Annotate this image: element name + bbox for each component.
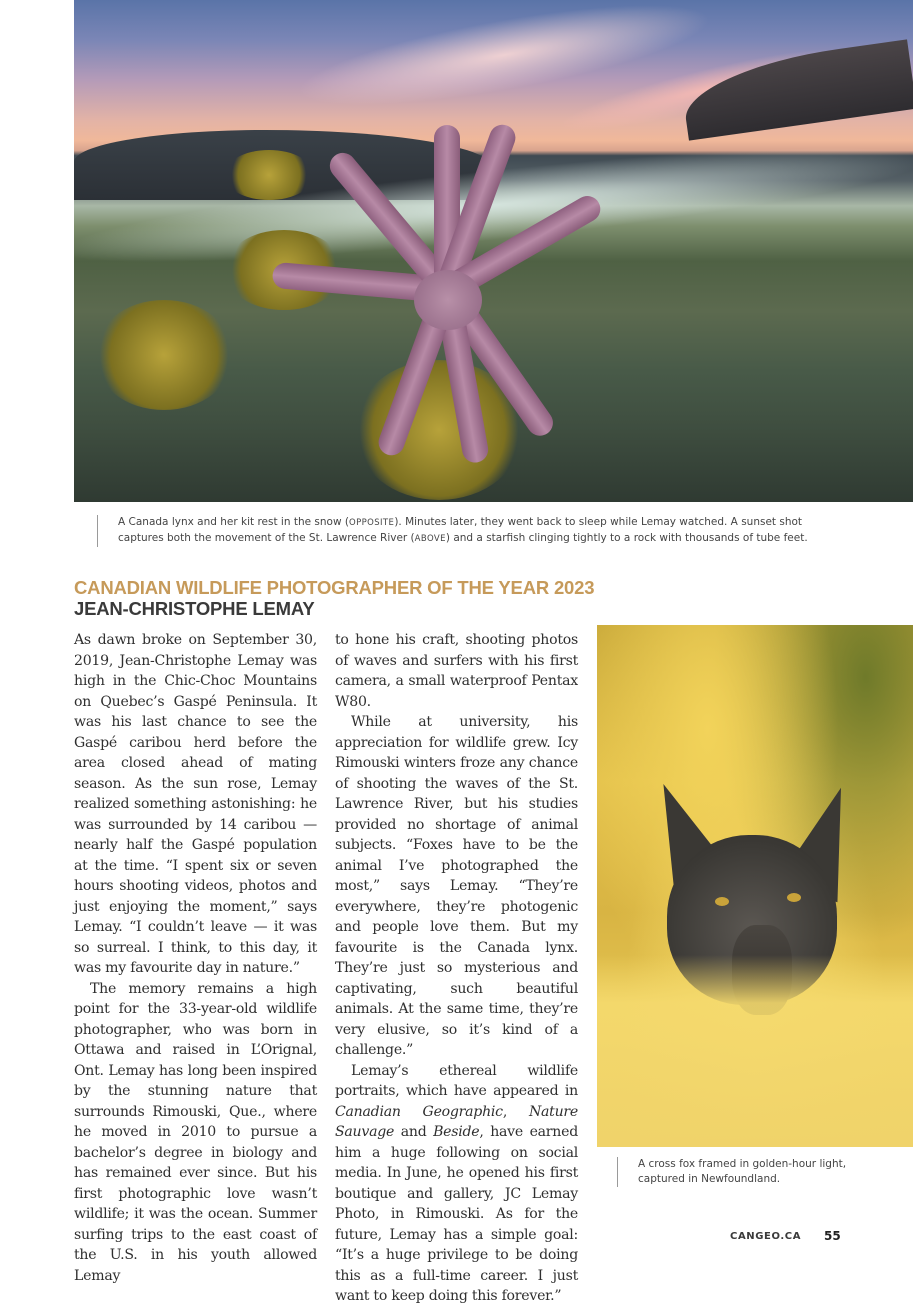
article-paragraph: As dawn broke on September 30, 2019, Jean-Christophe Lemay was high in the Chic-Choc Mountains on Quebec’s Gaspé Peninsula. It was his last chance to see the Gaspé caribou herd before the area closed ahead of mating season. As the sun rose, Lemay realized something astonishing: he was surrounded by 14 caribou — nearly half the Gaspé population at the time. “I spent six or seven hours shooting videos, photos and just enjoying the moment,” says Lemay. “I couldn’t leave — it was so surreal. I think, to this day, it was my favourite day in nature.”: [74, 632, 317, 976]
fox-eye: [787, 893, 801, 902]
publication-name: Canadian Geographic: [335, 1103, 503, 1120]
footer-website[interactable]: CANGEO.CA: [730, 1231, 802, 1242]
article-paragraph: While at university, his appreciation for wildlife grew. Icy Rimouski winters froze any chance of shooting the waves of the St. Lawrence River, but his studies provided no shortage of animal subjects. “Foxes have to be the animal I’ve photographed the most,” says Lemay. “They’re everywhere, they’re photogenic and people love them. But my favourite is the Canada lynx. They’re just so mysterious and captivating, such beautiful animals. At the same time, they’re very elusive, so it’s kind of a challenge.”: [335, 714, 578, 1058]
article-paragraph-continued: to hone his craft, shooting photos of waves and surfers with his first camera, a small waterproof Pentax W80.: [335, 632, 578, 710]
photographer-name: JEAN-CHRISTOPHE LEMAY: [74, 598, 315, 619]
article-column-2: [335, 630, 578, 1307]
seaweed: [94, 300, 234, 410]
caption-text: A Canada lynx and her kit rest in the snow (: [118, 516, 349, 528]
golden-grass: [597, 955, 913, 1147]
seaweed: [224, 150, 314, 200]
fox-photo-caption: A cross fox framed in golden-hour light, captured in Newfoundland.: [617, 1157, 848, 1187]
hero-photo-starfish: [74, 0, 913, 502]
starfish: [284, 230, 614, 500]
caption-text: ) and a starfish clinging tightly to a rock with thousands of tube feet.: [445, 532, 808, 544]
award-kicker: CANADIAN WILDLIFE PHOTOGRAPHER OF THE YEAR 2023: [74, 577, 595, 598]
page-number: 55: [824, 1229, 841, 1243]
publication-name: Nature Sauvage: [335, 1103, 578, 1140]
caption-ref-above: ABOVE: [414, 534, 446, 544]
caption-ref-opposite: OPPOSITE: [349, 518, 395, 528]
article-column-1: [74, 630, 317, 1286]
fox-eye: [715, 897, 729, 906]
fox-photo: [597, 625, 913, 1147]
photo-caption: [97, 515, 838, 547]
article-paragraph: The memory remains a high point for the 33-year-old wildlife photographer, who was born in Ottawa and raised in L’Orignal, Ont. Lemay has long been inspired by the stunning nature that surrounds Rimouski, Que., where he moved in 2010 to pursue a bachelor’s degree in biology and has remained ever since. But his first photographic love wasn’t wildlife; it was the ocean. Summer surfing trips to the east coast of the U.S. in his youth allowed Lemay: [74, 980, 317, 1284]
caption-text: ). Minutes later, they went back to sleep while Lemay watched. A sunset shot captures both the movement of the St. Lawrence River (: [118, 516, 803, 544]
article-paragraph: Lemay’s ethereal wildlife portraits, which have appeared in Canadian Geographic, Nature Sauvage and Beside, have earned him a huge following on social media. In June, he opened his first boutique and gallery, JC Lemay Photo, in Rimouski. As for the future, Lemay has a simple goal: “It’s a huge privilege to be doing this as a full-time career. I just want to keep doing this forever.”: [335, 1062, 578, 1304]
publication-name: Beside: [433, 1124, 480, 1140]
